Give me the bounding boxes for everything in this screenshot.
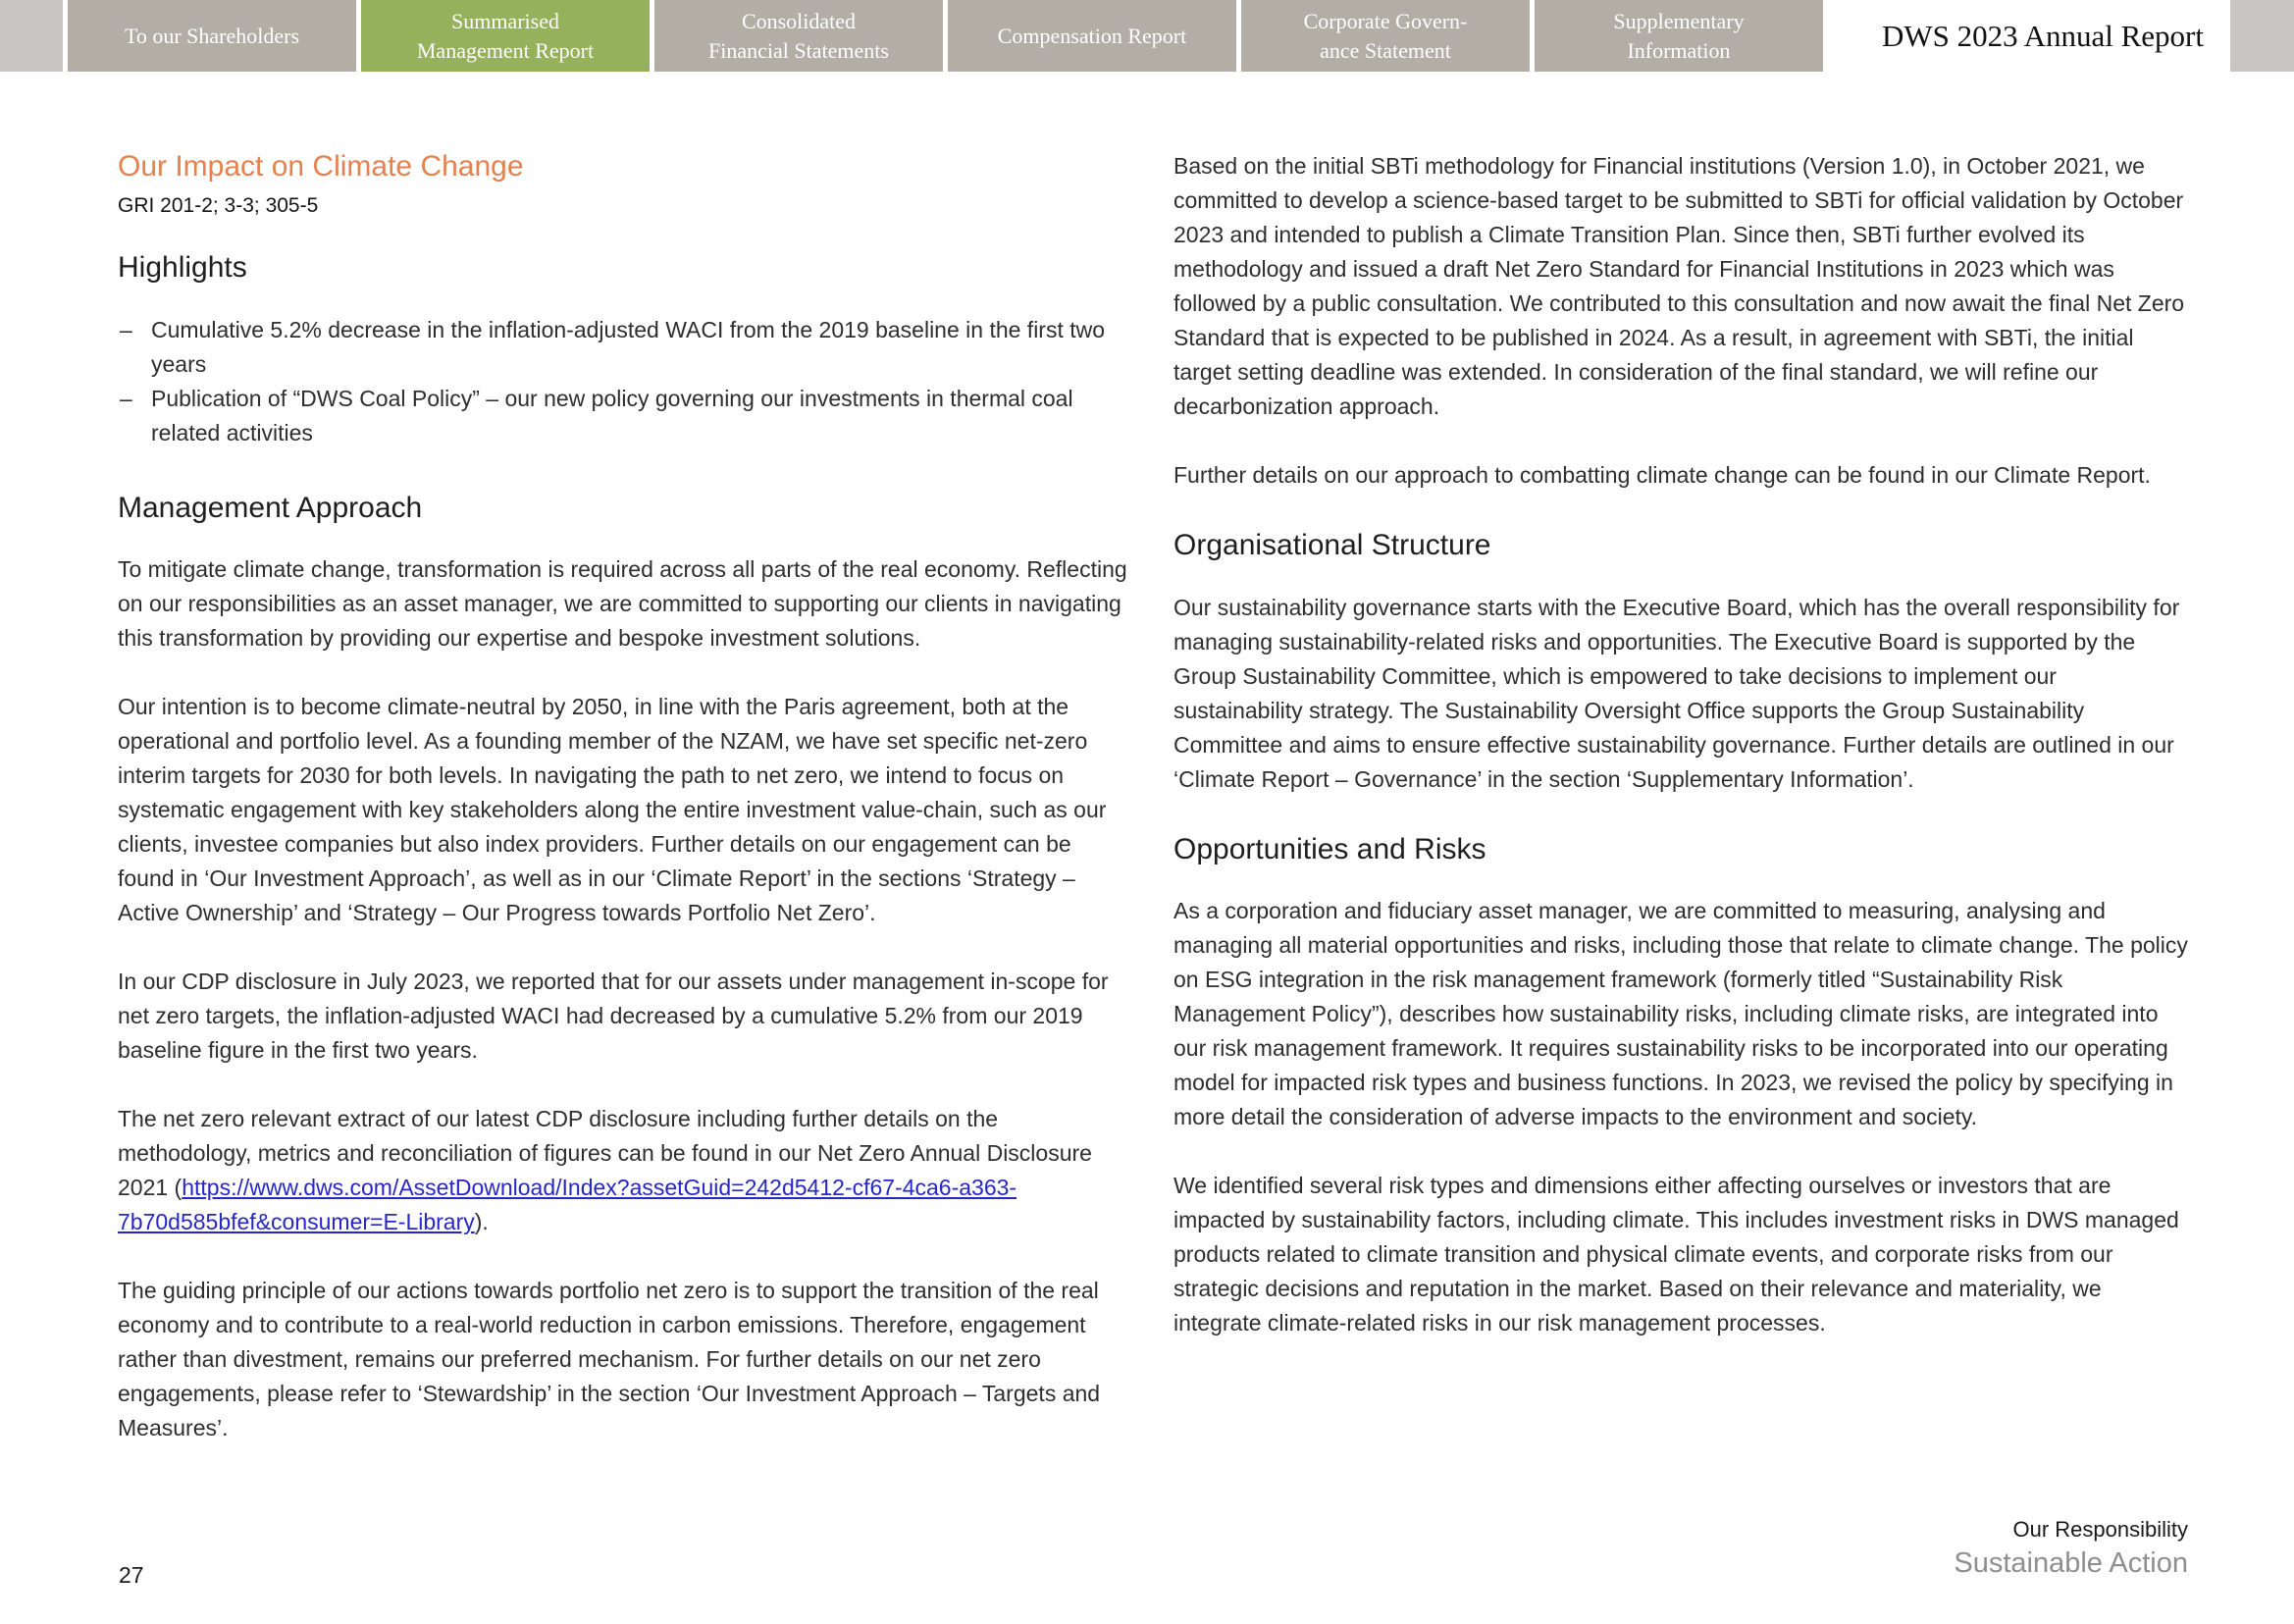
highlight-text: Cumulative 5.2% decrease in the inflation-adjusted WACI from the 2019 baseline in the first two years [151,316,1106,377]
management-paragraph-3: In our CDP disclosure in July 2023, we reported that for our assets under management in-scope for net zero targets, the inflation-adjusted WACI had decreased by a cumulative 5.2% from our 2019 baseline figure in the first two years. [118,969,1109,1063]
dash-bullet: – [120,385,132,411]
management-paragraph-5: The guiding principle of our actions towards portfolio net zero is to support the transition of the real economy and to contribute to a real-world reduction in carbon emissions. Therefore, engagement rather than divestment, remains our preferred mechanism. For further details on our net zero engagements, please refer to ‘Stewardship’ in the section ‘Our Investment Approach – Targets and Measures’. [118,1278,1101,1441]
right-column [1173,149,2188,1480]
link-paragraph-after: ). [474,1209,489,1234]
tab-label: Corporate Govern- [1303,9,1468,34]
tab-label: To our Shareholders [124,23,300,48]
tab-label: Summarised [451,9,559,34]
page-number: 27 [119,1562,144,1588]
left-column [118,149,1132,1480]
footer-section-label: Sustainable Action [1954,1547,2188,1579]
risks-paragraph-2: We identified several risk types and dimensions either affecting ourselves or investors that are impacted by sustainability factors, including climate. This includes investment risks in DWS managed products related to climate transition and physical climate events, and corporate risks from our strategic decisions and reputation in the market. Based on their relevance and materiality, we integrate climate-related risks in our risk management processes. [1173,1173,2179,1336]
management-approach-heading: Management Approach [118,491,423,524]
tab-supplementary-information[interactable] [1535,0,1823,72]
tab-label: ance Statement [1320,37,1451,63]
net-zero-disclosure-link[interactable]: https://www.dws.com/AssetDownload/Index?assetGuid=242d5412-cf67-4ca6-a363-7b70d585bfef&consumer=E-Library [118,1175,1017,1234]
highlight-item [118,313,1132,382]
organisational-structure-heading: Organisational Structure [1173,529,1491,561]
section-title: Our Impact on Climate Change [118,150,524,183]
highlights-heading: Highlights [118,251,247,284]
tab-label: Information [1627,37,1731,63]
opportunities-and-risks-heading: Opportunities and Risks [1173,832,1486,865]
footer-section-labels [1954,1517,2188,1580]
risks-paragraph-1: As a corporation and fiduciary asset manager, we are committed to measuring, analysing and managing all material opportunities and risks, including those that relate to climate change. The policy on ESG integration in the risk management framework (formerly titled “Sustainability Risk Management Policy”), describes how sustainability risks, including climate risks, are integrated into our risk management framework. It requires sustainability risks to be incorporated into our operating model for impacted risk types and business functions. In 2023, we revised the policy by specifying in more detail the consideration of adverse impacts to the environment and society. [1173,898,2188,1129]
page-content [0,72,2294,1480]
highlight-item [118,382,1132,450]
tab-label: Management Report [416,37,595,63]
tab-bar [0,0,2294,72]
tab-spacer-left [0,0,63,72]
management-paragraph-1: To mitigate climate change, transformation is required across all parts of the real economy. Reflecting on our responsibilities as an asset manager, we are committed to supporting our clients in navigating this transformation by providing our expertise and bespoke investment solutions. [118,556,1127,651]
tab-summarised-management-report[interactable] [361,0,650,72]
gri-reference: GRI 201-2; 3-3; 305-5 [118,194,319,217]
organisational-structure-paragraph: Our sustainability governance starts with the Executive Board, which has the overall responsibility for managing sustainability-related risks and opportunities. The Executive Board is supported by the Group Sustainability Committee, which is empowered to take decisions to implement our sustainability strategy. The Sustainability Oversight Office supports the Group Sustainability Committee and aims to ensure effective sustainability governance. Further details are outlined in our ‘Climate Report – Governance’ in the section ‘Supplementary Information’. [1173,594,2180,792]
highlight-text: Publication of “DWS Coal Policy” – our new policy governing our investments in thermal coal related activities [151,385,1073,445]
link-paragraph-before: The net zero relevant extract of our latest CDP disclosure including further details on the methodology, metrics and reconciliation of figures can be found in our Net Zero Annual Disclosure 2021 ( [118,1106,1092,1200]
tab-corporate-governance-statement[interactable] [1241,0,1530,72]
sbti-paragraph: Based on the initial SBTi methodology for Financial institutions (Version 1.0), in October 2021, we committed to develop a science-based target to be submitted to SBTi for official validation by October 2023 and intended to publish a Climate Transition Plan. Since then, SBTi further evolved its methodology and issued a draft Net Zero Standard for Financial Institutions in 2023 which was followed by a public consultation. We contributed to this consultation and now await the final Net Zero Standard that is expected to be published in 2024. As a result, in agreement with SBTi, the initial target setting deadline was extended. In consideration of the final standard, we will refine our decarbonization approach. [1173,153,2185,419]
tab-label: Financial Statements [708,37,889,63]
tab-label: Supplementary [1613,9,1745,34]
management-paragraph-2: Our intention is to become climate-neutral by 2050, in line with the Paris agreement, both at the operational and portfolio level. As a founding member of the NZAM, we have set specific net-zero interim targets for 2030 for both levels. In navigating the path to net zero, we intend to focus on systematic engagement with key stakeholders along the entire investment value-chain, such as our clients, investee companies but also index providers. Further details on our engagement can be found in ‘Our Investment Approach’, as well as in our ‘Climate Report’ in the sections ‘Strategy – Active Ownership’ and ‘Strategy – Our Progress towards Portfolio Net Zero’. [118,694,1107,925]
net-zero-disclosure-paragraph [118,1102,1132,1239]
tab-to-our-shareholders[interactable] [68,0,356,72]
tab-label: Consolidated [741,9,857,34]
tab-compensation-report[interactable] [948,0,1236,72]
dash-bullet: – [120,316,132,342]
tab-consolidated-financial-statements[interactable] [654,0,943,72]
highlights-list [118,313,1132,450]
tab-spacer-right [2230,0,2294,72]
tab-label: Compensation Report [997,23,1187,48]
footer-chapter-label: Our Responsibility [2012,1517,2188,1542]
further-details-paragraph: Further details on our approach to combatting climate change can be found in our Climate Report. [1173,462,2151,488]
report-title: DWS 2023 Annual Report [1881,18,2204,53]
